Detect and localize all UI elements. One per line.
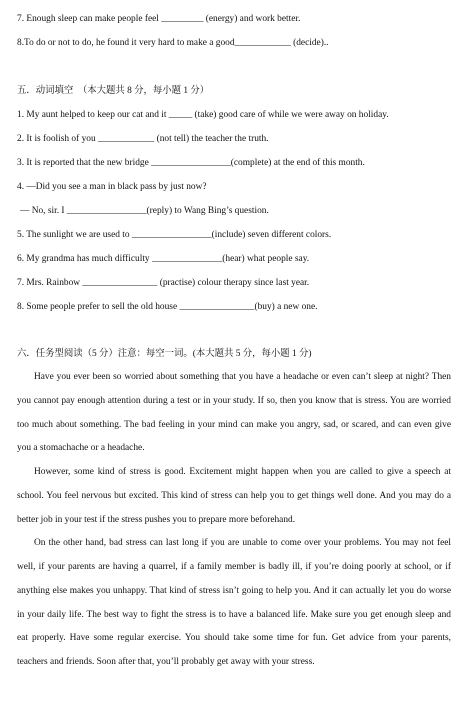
passage-paragraph-2: However, some kind of stress is good. Excitement might happen when you are called to give a speech at school. You feel nervous but excited. This kind of stress can help you to get things well done. And you may do a better job in your test if the stress pushes you to prepare more beforehand. — [17, 467, 451, 525]
question-line-7-top: 7. Enough sleep can make people feel _________ (energy) and work better. — [17, 14, 301, 24]
section-6-heading: 六．任务型阅读（5 分）注意：每空一词。(本大题共 5 分，每小题 1 分) — [17, 349, 312, 359]
section-5-item-4-answer: — No, sir. I _________________(reply) to Wang Bing’s question. — [20, 206, 269, 216]
section-5-item-8: 8. Some people prefer to sell the old house ________________(buy) a new one. — [17, 302, 318, 312]
passage-paragraph-1: Have you ever been so worried about something that you have a headache or even can’t sleep at night? Then you cannot pay enough attention during a test or in your study. If so, then you know that is stress. You are worried too much about something. The bad feeling in your mind can make you angry, sad, or scared, and can even give you a stomachache or a headache. — [17, 372, 451, 454]
question-line-8-top: 8.To do or not to do, he found it very hard to make a good____________ (decide).. — [17, 38, 329, 48]
section-5-item-6: 6. My grandma has much difficulty _______________(hear) what people say. — [17, 254, 310, 264]
passage-paragraph-3: On the other hand, bad stress can last long if you are unable to come over your problems. You may not feel well, if your parents are having a quarrel, if a family member is badly ill, if you’re doing poorly at school, or if anything else makes you unhappy. That kind of stress isn’t going to help you. And it can actually let you do worse in your daily life. The best way to fight the stress is to have a balanced life. Make sure you get enough sleep and eat properly. Have some regular exercise. You should take some time for fun. Get advice from your parents, teachers and friends. Soon after that, you’ll probably get away with your stress. — [17, 538, 451, 667]
section-5-item-2: 2. It is foolish of you ____________ (not tell) the teacher the truth. — [17, 134, 269, 144]
reading-passage — [17, 366, 451, 675]
section-5-item-5: 5. The sunlight we are used to _________________(include) seven different colors. — [17, 230, 332, 240]
section-5-item-3: 3. It is reported that the new bridge _________________(complete) at the end of this month. — [17, 158, 365, 168]
section-5-item-7: 7. Mrs. Rainbow ________________ (practise) colour therapy since last year. — [17, 278, 310, 288]
section-5-heading: 五．动词填空 （本大题共 8 分，每小题 1 分） — [17, 86, 210, 96]
section-5-item-1: 1. My aunt helped to keep our cat and it _____ (take) good care of while we were away on holiday. — [17, 110, 389, 120]
section-5-item-4: 4. —Did you see a man in black pass by just now? — [17, 182, 207, 192]
